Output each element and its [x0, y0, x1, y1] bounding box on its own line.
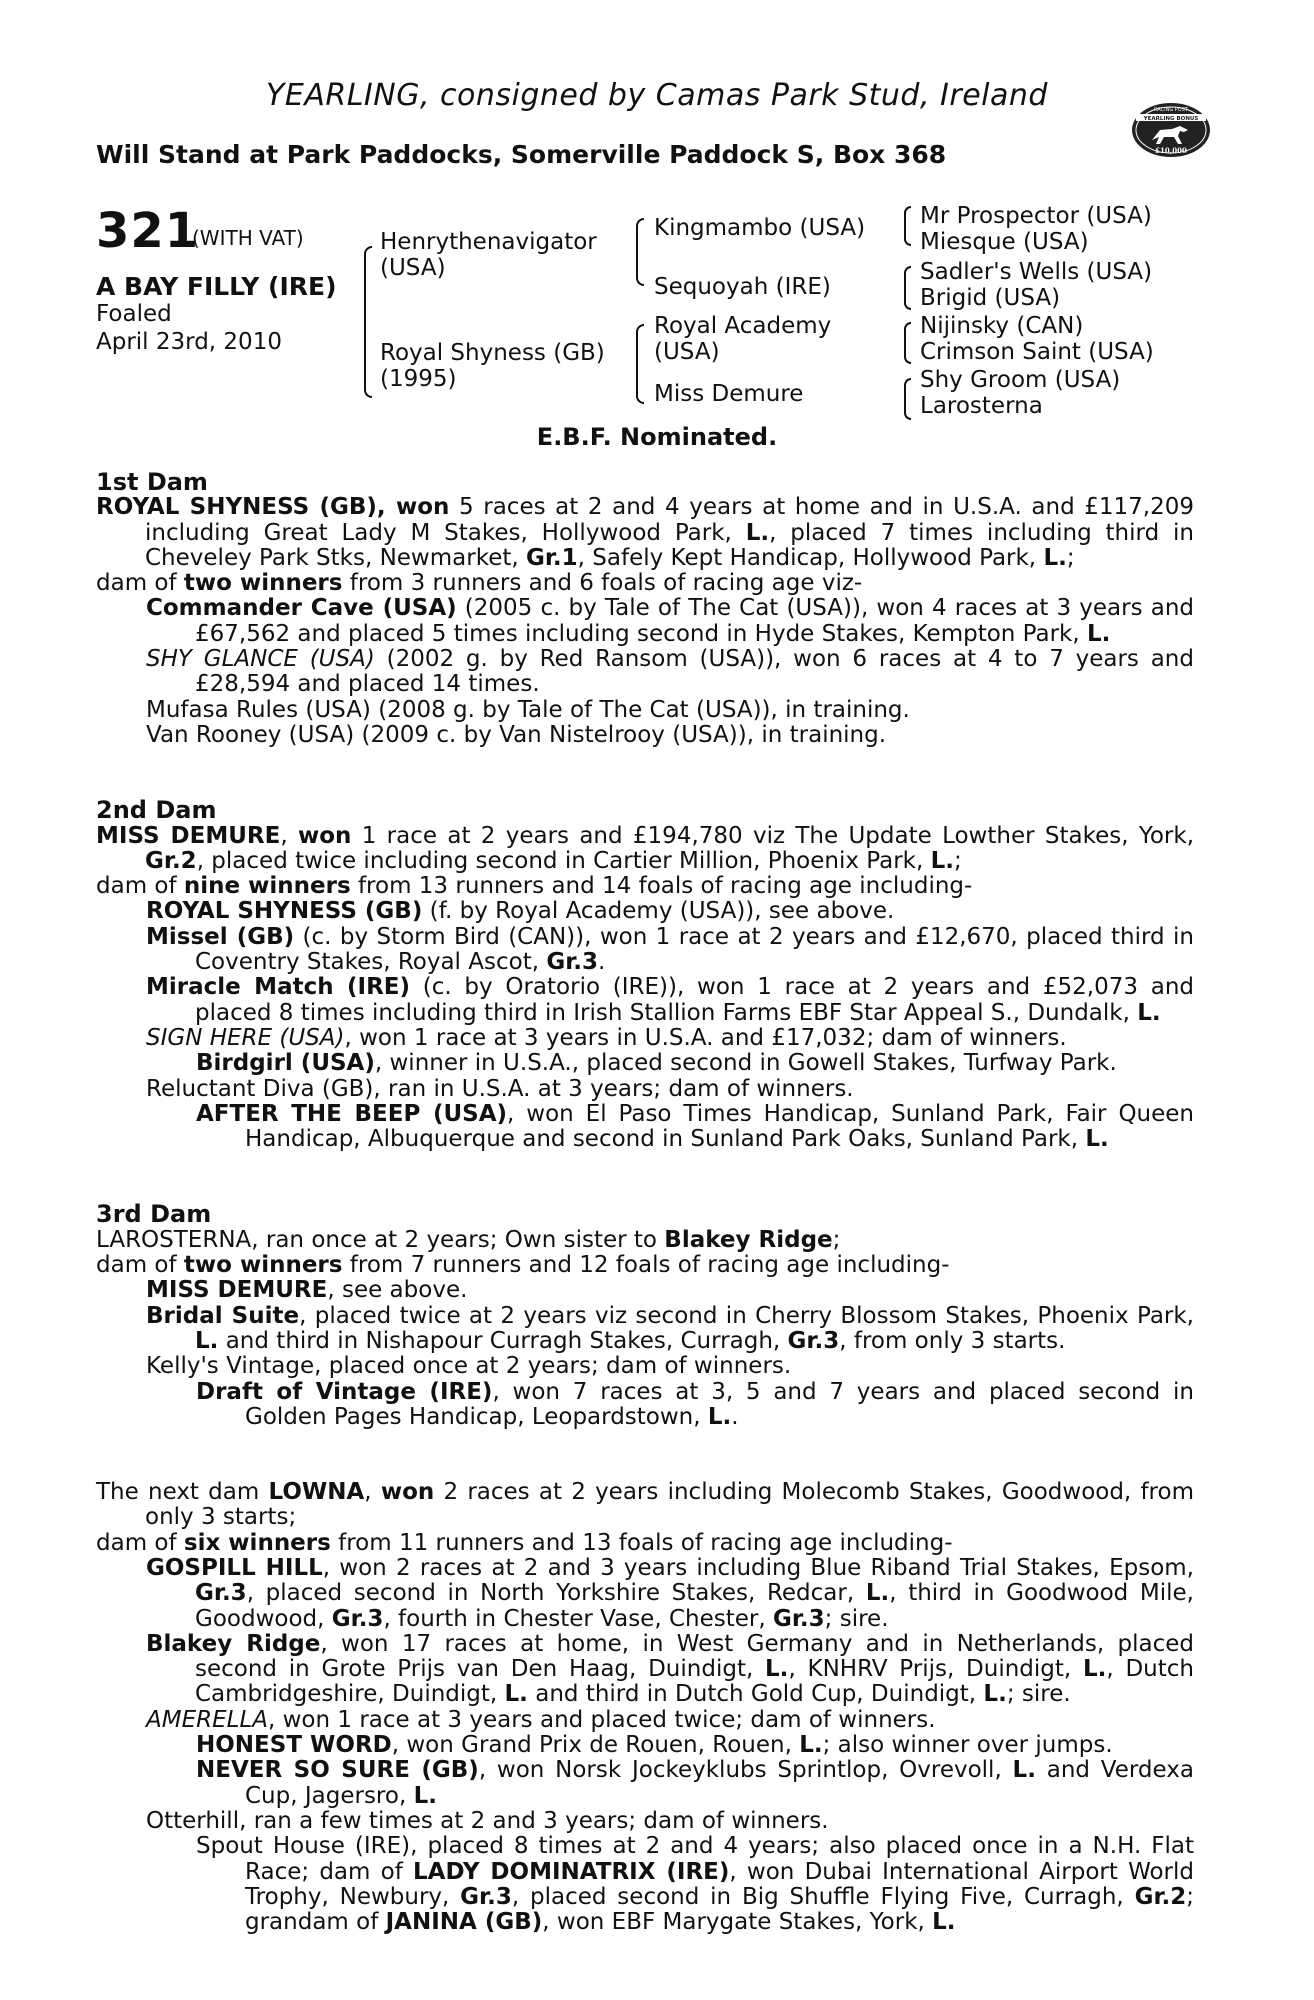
- foaled-label: Foaled: [96, 301, 172, 327]
- badge-amount: £10,000: [1155, 146, 1187, 155]
- pedigree-dam: [380, 340, 605, 392]
- pedigree-sire-sire: Kingmambo (USA): [654, 215, 866, 241]
- second-dam-heading: 2nd Dam: [96, 796, 217, 825]
- brace-ds: [904, 322, 911, 364]
- badge-line2: YEARLING BONUS: [1143, 116, 1199, 122]
- pedigree-dd-dam: Larosterna: [920, 393, 1043, 419]
- brace-dd: [904, 378, 911, 420]
- grandproduce-entry: Spout House (IRE), placed 8 times at 2 and 4 years; also placed once in a N.H. Flat Race; dam of LADY DOMINATRIX (IRE), won Dubai International Airport World Trophy, Newbury, Gr.3, placed second in Big Shuffle Flying Five, Curragh, Gr.2; grandam of JANINA (GB), won EBF Marygate Stakes, York, L.: [196, 1833, 1194, 1936]
- produce-entry: Otterhill, ran a few times at 2 and 3 years; dam of winners.: [146, 1807, 829, 1834]
- pedigree-sd-dam: Brigid (USA): [920, 285, 1061, 311]
- produce-entry: GOSPILL HILL, won 2 races at 2 and 3 years including Blue Riband Trial Stakes, Epsom, Gr.3, placed second in North Yorkshire Stakes, Redcar, L., third in Goodwood Mile, Goodwood, Gr.3, fourth in Chester Vase, Chester, Gr.3; sire.: [146, 1554, 1194, 1632]
- produce-entry: MISS DEMURE, see above.: [146, 1277, 468, 1304]
- dam-sire-name: Royal Academy: [654, 313, 832, 339]
- produce-entry: Blakey Ridge, won 17 races at home, in West Germany and in Netherlands, placed second in Grote Prijs van Den Haag, Duindigt, L., KNHRV Prijs, Duindigt, L., Dutch Cambridgeshire, Duindigt, L. and third in Dutch Gold Cup, Duindigt, L.; sire.: [146, 1630, 1194, 1708]
- dam-year: (1995): [380, 366, 457, 392]
- brace-dam: [636, 324, 644, 404]
- next-dam-section: [96, 1480, 1194, 1935]
- dam-name: Royal Shyness (GB): [380, 340, 605, 366]
- second-dam-section: [96, 798, 1194, 1152]
- sire-origin: (USA): [380, 255, 446, 281]
- foaled-info: [96, 300, 282, 356]
- produce-entry: Miracle Match (IRE) (c. by Oratorio (IRE)), won 1 race at 2 years and £52,073 and placed 8 times including third in Irish Stallion Farms EBF Star Appeal S., Dundalk, L.: [146, 974, 1194, 1026]
- lot-description: A BAY FILLY (IRE): [96, 272, 337, 301]
- dam-produce-summary: dam of nine winners from 13 runners and 14 foals of racing age including-: [96, 873, 973, 900]
- pedigree-ds-dam: Crimson Saint (USA): [920, 339, 1154, 365]
- grandproduce-entry: Draft of Vintage (IRE), won 7 races at 3, 5 and 7 years and placed second in Golden Pages Handicap, Leopardstown, L..: [196, 1378, 1194, 1430]
- catalogue-body: [96, 470, 1194, 1960]
- produce-entry: Bridal Suite, placed twice at 2 years viz second in Cherry Blossom Stakes, Phoenix Park, L. and third in Nishapour Curragh Stakes, Curragh, Gr.3, from only 3 starts.: [146, 1302, 1194, 1354]
- produce-entry: Missel (GB) (c. by Storm Bird (CAN)), won 1 race at 2 years and £12,670, placed third in Coventry Stakes, Royal Ascot, Gr.3.: [146, 923, 1194, 976]
- stand-location: Will Stand at Park Paddocks, Somerville Paddock S, Box 368: [96, 140, 947, 169]
- produce-entry: SHY GLANCE (USA) (2002 g. by Red Ransom (USA)), won 6 races at 4 to 7 years and £28,594 and placed 14 times.: [146, 646, 1194, 698]
- produce-entry: AMERELLA, won 1 race at 3 years and placed twice; dam of winners.: [146, 1706, 936, 1733]
- dam-produce-summary: dam of six winners from 11 runners and 13 foals of racing age including-: [96, 1529, 953, 1556]
- produce-entry: Commander Cave (USA) (2005 c. by Tale of The Cat (USA)), won 4 races at 3 years and £67,562 and placed 5 times including second in Hyde Stakes, Kempton Park, L.: [146, 595, 1194, 647]
- consignment-heading: YEARLING, consigned by Camas Park Stud, Ireland: [266, 78, 1048, 113]
- dam-entry: ROYAL SHYNESS (GB), won 5 races at 2 and 4 years at home and in U.S.A. and £117,209 including Great Lady M Stakes, Hollywood Park, L., placed 7 times including third in Cheveley Park Stks, Newmarket, Gr.1, Safely Kept Handicap, Hollywood Park, L.;: [96, 494, 1195, 571]
- dam-produce-summary: dam of two winners from 3 runners and 6 foals of racing age viz-: [96, 570, 863, 597]
- lot-vat: (WITH VAT): [192, 226, 304, 250]
- dam-entry: MISS DEMURE, won 1 race at 2 years and £194,780 viz The Update Lowther Stakes, York, Gr.2, placed twice including second in Cartier Million, Phoenix Park, L.;: [96, 822, 1195, 874]
- brace-sd: [904, 266, 911, 310]
- dam-sire-origin: (USA): [654, 339, 720, 365]
- pedigree-dam-sire: [654, 313, 831, 365]
- first-dam-section: [96, 470, 1194, 748]
- dam-produce-summary: dam of two winners from 7 runners and 12 foals of racing age including-: [96, 1252, 950, 1279]
- brace-ss: [904, 206, 911, 246]
- produce-entry: Mufasa Rules (USA) (2008 g. by Tale of The Cat (USA)), in training.: [146, 696, 910, 723]
- third-dam-heading: 3rd Dam: [96, 1200, 212, 1229]
- third-dam-section: [96, 1202, 1194, 1430]
- produce-entry: ROYAL SHYNESS (GB) (f. by Royal Academy (USA)), see above.: [146, 898, 895, 925]
- ebf-nominated: E.B.F. Nominated.: [536, 423, 778, 451]
- dam-entry: The next dam LOWNA, won 2 races at 2 years including Molecomb Stakes, Goodwood, from only 3 starts;: [96, 1479, 1194, 1531]
- pedigree-sd-sire: Sadler's Wells (USA): [920, 259, 1153, 285]
- produce-entry: SIGN HERE (USA), won 1 race at 3 years in U.S.A. and £17,032; dam of winners.: [146, 1024, 1067, 1051]
- pedigree-dd-sire: Shy Groom (USA): [920, 367, 1121, 393]
- pedigree-ss-sire: Mr Prospector (USA): [920, 203, 1152, 229]
- grandproduce-entry: Birdgirl (USA), winner in U.S.A., placed second in Gowell Stakes, Turfway Park.: [196, 1050, 1117, 1077]
- pedigree-ds-sire: Nijinsky (CAN): [920, 313, 1084, 339]
- yearling-bonus-badge-icon: [1130, 100, 1212, 160]
- sire-name: Henrythenavigator: [380, 229, 597, 255]
- grandproduce-entry: HONEST WORD, won Grand Prix de Rouen, Rouen, L.; also winner over jumps.: [196, 1732, 1113, 1759]
- produce-entry: Van Rooney (USA) (2009 c. by Van Nistelrooy (USA)), in training.: [146, 721, 887, 748]
- section-gap: [96, 1455, 1194, 1480]
- pedigree-dam-dam: Miss Demure: [654, 381, 804, 407]
- produce-entry: Kelly's Vintage, placed once at 2 years; dam of winners.: [146, 1353, 792, 1380]
- pedigree-ss-dam: Miesque (USA): [920, 229, 1089, 255]
- pedigree-sire-dam: Sequoyah (IRE): [654, 274, 831, 300]
- badge-line1: RACING POST: [1154, 107, 1188, 113]
- grandproduce-entry: NEVER SO SURE (GB), won Norsk Jockeyklubs Sprintlop, Ovrevoll, L. and Verdexa Cup, Jagersro, L.: [196, 1757, 1194, 1809]
- grandproduce-entry: AFTER THE BEEP (USA), won El Paso Times Handicap, Sunland Park, Fair Queen Handicap, Albuquerque and second in Sunland Park Oaks, Sunland Park, L.: [196, 1100, 1195, 1153]
- dam-entry: LAROSTERNA, ran once at 2 years; Own sister to Blakey Ridge;: [96, 1226, 841, 1253]
- foaled-date: April 23rd, 2010: [96, 329, 282, 355]
- produce-entry: Reluctant Diva (GB), ran in U.S.A. at 3 years; dam of winners.: [146, 1075, 854, 1102]
- section-gap: [96, 773, 1194, 798]
- first-dam-heading: 1st Dam: [96, 468, 208, 496]
- section-gap: [96, 1177, 1194, 1202]
- pedigree-sire: [380, 229, 597, 281]
- brace-sire: [636, 218, 644, 286]
- lot-number: 321: [96, 203, 200, 259]
- brace-parents: [364, 246, 372, 398]
